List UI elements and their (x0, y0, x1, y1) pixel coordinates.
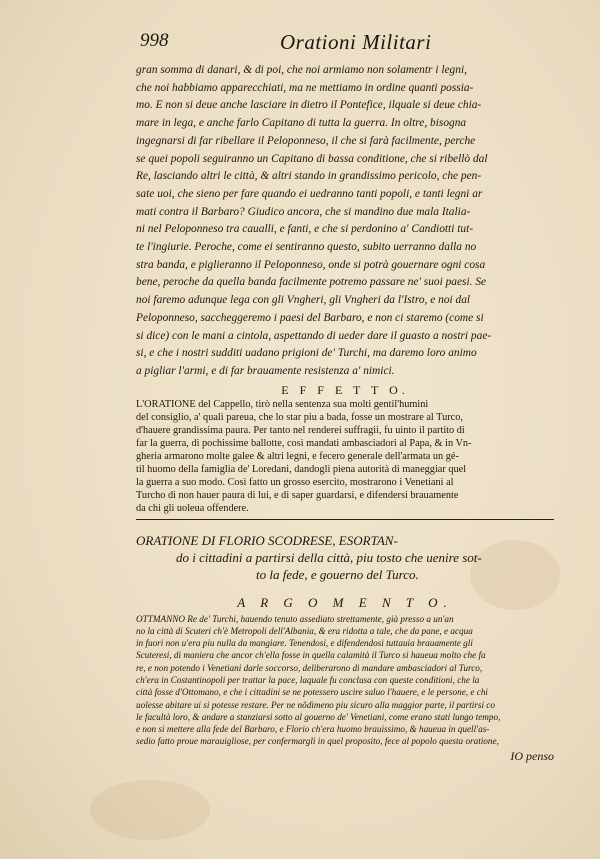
text-line: città fosse d'Ottomano, e che i cittadini se ne potessero uscire saluo l'hauere, e le persone, e chi (136, 687, 488, 698)
text-line: che noi habbiamo apparecchiati, ma ne mettiamo in ordine quanti possia- (136, 81, 474, 94)
running-title: Orationi Militari (280, 30, 432, 54)
heading-line: to la fede, e gouerno del Turco. (256, 566, 419, 582)
text-line: stra banda, e piglieranno il Peloponneso, onde si potrà gouernare ogni cosa (136, 258, 486, 271)
text-line: re, e non potendo i Venetiani darle soccorso, deliberarono di mandare ambasciadori al Turco, (136, 662, 483, 673)
text-line: mo. E non si deue anche lasciare in dietro il Pontefice, ilquale si deue chia- (136, 99, 482, 112)
text-line: la guerra a suo modo. Così fatto un grosso esercito, mostrarono i Venetiani al (136, 477, 454, 489)
text-line: far la guerra, di pochissime ballotte, così mandati ambasciadori al Papa, & in Vn- (136, 437, 472, 449)
text-line: da chi gli uoleua offendere. (136, 503, 249, 515)
text-line: Turcho di non hauer paura di lui, e di saper guardarsi, e difendersi brauamente (136, 490, 459, 502)
text-line: si dice) con le mani a cintola, aspettando di ueder dare il guasto a nostri pae- (136, 329, 492, 342)
effetto-heading: E F F E T T O. (281, 382, 409, 397)
argomento-heading: A R G O M E N T O. (237, 594, 453, 610)
heading-line: ORATIONE DI FLORIO SCODRESE, ESORTAN- (136, 532, 398, 548)
text-line: te l'ingiurie. Peroche, come ei sentiranno questo, subito uerranno dalla no (136, 241, 477, 254)
page-header (140, 30, 540, 60)
text-line: si, e che i nostri sudditi uadano prigioni de' Turchi, ma daremo loro animo (136, 347, 477, 360)
text-line: e non si mettere alla fede del Barbaro, e Florio ch'era huomo brauissimo, & haueua in quell'as- (136, 724, 490, 735)
text-line: til huomo della famiglia de' Loredani, dandogli piena autorità di maneggiar quel (136, 464, 467, 476)
text-line: gran somma di danari, & di poi, che noi armiamo non solamentr i legni, (136, 64, 467, 76)
text-line: no la città di Scuteri ch'è Metropoli dell'Albania, & era ridotta a tale, che da pane, e acqua (136, 625, 473, 636)
text-line: mati contra il Barbaro? Giudico ancora, che si mandino due mala Italia- (136, 205, 471, 218)
page-body (136, 62, 554, 764)
text-line: a pigliar l'armi, e di far brauamente resistenza a' nimici. (136, 364, 395, 377)
text-line: OTTMANNO Re de' Turchi, hauendo tenuto assediato strettamente, già presso a un'an (136, 613, 454, 624)
text-line: bene, peroche da quella banda facilmente potremo passare ne' suoi paesi. Se (136, 276, 487, 289)
heading-line: do i cittadini a partirsi della città, piu tosto che uenire sot- (176, 549, 482, 565)
text-line: Scuteresi, di maniera che ancor ch'ella fosse in quella calamità il Turco si haueua molto che fa (136, 650, 486, 661)
paper-stain (90, 780, 210, 840)
text-line: se quei popoli seguiranno un Capitano di bassa conditione, che si ribellò dal (136, 152, 488, 165)
oration-text (136, 62, 554, 381)
oration-heading (136, 532, 554, 583)
text-line: in fuori non u'era piu nulla da mangiare. Tenendosi, e difendendosi tuttauia brauamente gli (136, 638, 473, 649)
text-line: le facultà loro, & andare a stanziarsi sotto al gouerno de' Venetiani, come erano stati lungo tempo, (136, 711, 501, 722)
section-divider (136, 519, 554, 520)
text-line: ingegnarsi di far ribellare il Peloponneso, il che si farà facilmente, perche (136, 134, 476, 147)
text-line: L'ORATIONE del Cappello, tirò nella sentenza sua molti gentil'humini (136, 398, 429, 410)
text-line: Re, lasciando altri le città, & altri stando in grandissimo pericolo, che pen- (136, 170, 482, 183)
text-line: noi faremo adunque lega con gli Vngheri, gli Vngheri da l'Istro, e noi dal (136, 294, 471, 307)
text-line: ch'era in Costantinopoli per trattar la pace, laquale fu conclusa con queste conditioni, che la (136, 674, 480, 685)
text-line: Peloponneso, saccheggeremo i paesi del Barbaro, e non ci staremo (come si (136, 311, 484, 324)
page-number: 998 (140, 30, 169, 51)
text-line: sedio fatto proue marauigliose, per confermargli in quel proposito, fece al popolo questa oratione, (136, 736, 499, 747)
catchword: IO penso (510, 748, 554, 763)
text-line: d'hauere grandissima paura. Per tanto nel renderei suffragii, fu uinto il partito di (136, 424, 465, 436)
text-line: mare in lega, e anche farlo Capitano di tutta la guerra. In oltre, bisogna (136, 117, 467, 130)
argomento-text (136, 613, 554, 748)
text-line: uolesse abitare ui si potesse restare. Per ne nõdimeno piu sicuro alla maggior parte, il partirsi co (136, 699, 495, 710)
text-line: ni nel Peloponneso tra caualli, e fanti, e che si perdonino a' Candiotti tut- (136, 223, 474, 236)
effetto-text (136, 398, 554, 516)
text-line: del consiglio, a' quali pareua, che lo star piu a bada, fosse un mostrare al Turco, (136, 411, 463, 423)
text-line: gheria armarono molte galee & altri legni, e fecero generale dell'armata un gé- (136, 451, 459, 463)
text-line: sate uoi, che sieno per fare quando ei uedranno tanti popoli, e tanti legni ar (136, 187, 483, 200)
